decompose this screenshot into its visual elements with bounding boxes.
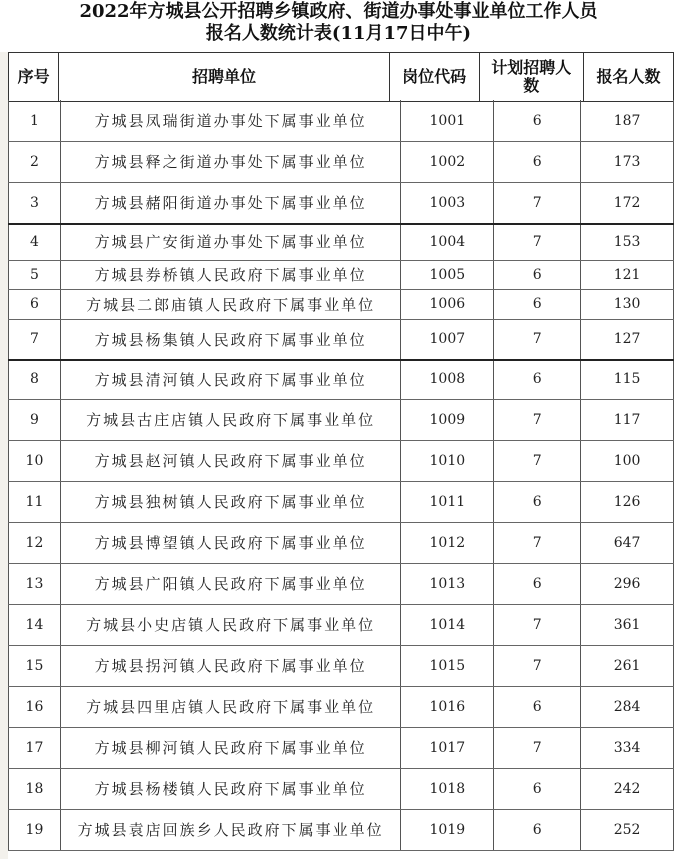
- cell-count: 334: [581, 727, 674, 768]
- table-row: [8, 100, 674, 141]
- cell-unit: 方城县赭阳街道办事处下属事业单位: [61, 182, 401, 223]
- cell-count: 130: [581, 289, 674, 319]
- cell-count: 127: [581, 319, 674, 359]
- cell-seq: 14: [8, 604, 61, 645]
- cell-plan: 6: [494, 481, 581, 522]
- header-count: 报名人数: [584, 53, 674, 101]
- table-header: [8, 52, 674, 102]
- cell-code: 1013: [401, 563, 494, 604]
- cell-seq: 15: [8, 645, 61, 686]
- title-line-1: 2022年方城县公开招聘乡镇政府、街道办事处事业单位工作人员: [79, 1, 598, 22]
- row-separator: [8, 645, 674, 646]
- row-separator: [8, 727, 674, 728]
- table-row: [8, 141, 674, 182]
- cell-code: 1014: [401, 604, 494, 645]
- cell-count: 117: [581, 399, 674, 440]
- cell-plan: 6: [494, 289, 581, 319]
- cell-code: 1006: [401, 289, 494, 319]
- table-row: [8, 727, 674, 768]
- cell-plan: 7: [494, 319, 581, 359]
- cell-unit: 方城县杨楼镇人民政府下属事业单位: [61, 768, 401, 809]
- cell-count: 115: [581, 359, 674, 399]
- table-row: [8, 522, 674, 563]
- cell-seq: 13: [8, 563, 61, 604]
- table-row: [8, 604, 674, 645]
- cell-seq: 8: [8, 359, 61, 399]
- cell-seq: 12: [8, 522, 61, 563]
- cell-code: 1002: [401, 141, 494, 182]
- cell-unit: 方城县拐河镇人民政府下属事业单位: [61, 645, 401, 686]
- cell-seq: 11: [8, 481, 61, 522]
- table-row: [8, 481, 674, 522]
- cell-code: 1015: [401, 645, 494, 686]
- cell-code: 1001: [401, 100, 494, 141]
- row-separator: [8, 359, 674, 361]
- cell-count: 252: [581, 809, 674, 850]
- table-row: [8, 319, 674, 359]
- cell-count: 100: [581, 440, 674, 481]
- cell-unit: 方城县券桥镇人民政府下属事业单位: [61, 260, 401, 289]
- cell-count: 296: [581, 563, 674, 604]
- row-separator: [8, 440, 674, 441]
- row-separator: [8, 850, 674, 851]
- cell-code: 1008: [401, 359, 494, 399]
- cell-plan: 6: [494, 686, 581, 727]
- cell-code: 1005: [401, 260, 494, 289]
- row-separator: [8, 809, 674, 810]
- header-plan: 计划招聘人数: [480, 53, 584, 101]
- cell-plan: 6: [494, 100, 581, 141]
- row-separator: [8, 260, 674, 261]
- cell-plan: 7: [494, 182, 581, 223]
- cell-unit: 方城县广阳镇人民政府下属事业单位: [61, 563, 401, 604]
- cell-count: 173: [581, 141, 674, 182]
- cell-count: 261: [581, 645, 674, 686]
- table-row: [8, 686, 674, 727]
- cell-seq: 10: [8, 440, 61, 481]
- row-separator: [8, 563, 674, 564]
- cell-count: 647: [581, 522, 674, 563]
- cell-seq: 3: [8, 182, 61, 223]
- row-separator: [8, 223, 674, 225]
- row-separator: [8, 522, 674, 523]
- cell-unit: 方城县古庄店镇人民政府下属事业单位: [61, 399, 401, 440]
- row-separator: [8, 481, 674, 482]
- table-row: [8, 182, 674, 223]
- cell-seq: 18: [8, 768, 61, 809]
- cell-unit: 方城县杨集镇人民政府下属事业单位: [61, 319, 401, 359]
- cell-seq: 4: [8, 223, 61, 260]
- cell-plan: 6: [494, 260, 581, 289]
- cell-plan: 6: [494, 563, 581, 604]
- cell-seq: 2: [8, 141, 61, 182]
- cell-seq: 1: [8, 100, 61, 141]
- table-row: [8, 289, 674, 319]
- cell-code: 1018: [401, 768, 494, 809]
- header-code: 岗位代码: [390, 53, 480, 101]
- cell-count: 187: [581, 100, 674, 141]
- cell-code: 1011: [401, 481, 494, 522]
- cell-plan: 7: [494, 399, 581, 440]
- cell-unit: 方城县袁店回族乡人民政府下属事业单位: [61, 809, 401, 850]
- cell-seq: 6: [8, 289, 61, 319]
- cell-unit: 方城县广安街道办事处下属事业单位: [61, 223, 401, 260]
- cell-code: 1017: [401, 727, 494, 768]
- cell-count: 172: [581, 182, 674, 223]
- cell-code: 1012: [401, 522, 494, 563]
- cell-code: 1010: [401, 440, 494, 481]
- table-row: [8, 645, 674, 686]
- cell-count: 242: [581, 768, 674, 809]
- row-separator: [8, 141, 674, 142]
- title-line-2: 报名人数统计表(11月17日中午): [205, 23, 472, 44]
- cell-unit: 方城县独树镇人民政府下属事业单位: [61, 481, 401, 522]
- cell-plan: 6: [494, 359, 581, 399]
- left-margin-strip: [0, 52, 8, 859]
- cell-plan: 7: [494, 645, 581, 686]
- cell-seq: 5: [8, 260, 61, 289]
- cell-count: 361: [581, 604, 674, 645]
- cell-plan: 7: [494, 604, 581, 645]
- table-row: [8, 223, 674, 260]
- cell-plan: 7: [494, 440, 581, 481]
- cell-seq: 7: [8, 319, 61, 359]
- cell-code: 1016: [401, 686, 494, 727]
- cell-unit: 方城县释之街道办事处下属事业单位: [61, 141, 401, 182]
- cell-code: 1007: [401, 319, 494, 359]
- cell-count: 284: [581, 686, 674, 727]
- document-title: [0, 0, 677, 44]
- row-separator: [8, 686, 674, 687]
- cell-count: 121: [581, 260, 674, 289]
- cell-unit: 方城县博望镇人民政府下属事业单位: [61, 522, 401, 563]
- cell-seq: 16: [8, 686, 61, 727]
- cell-unit: 方城县二郎庙镇人民政府下属事业单位: [61, 289, 401, 319]
- row-separator: [8, 182, 674, 183]
- table-row: [8, 563, 674, 604]
- cell-seq: 19: [8, 809, 61, 850]
- cell-code: 1004: [401, 223, 494, 260]
- table-row: [8, 260, 674, 289]
- row-separator: [8, 604, 674, 605]
- cell-seq: 17: [8, 727, 61, 768]
- cell-plan: 6: [494, 768, 581, 809]
- table-row: [8, 359, 674, 399]
- table-row: [8, 768, 674, 809]
- cell-code: 1019: [401, 809, 494, 850]
- cell-unit: 方城县柳河镇人民政府下属事业单位: [61, 727, 401, 768]
- row-separator: [8, 768, 674, 769]
- cell-plan: 7: [494, 522, 581, 563]
- cell-plan: 7: [494, 727, 581, 768]
- row-separator: [8, 399, 674, 400]
- cell-unit: 方城县四里店镇人民政府下属事业单位: [61, 686, 401, 727]
- table-row: [8, 440, 674, 481]
- cell-code: 1003: [401, 182, 494, 223]
- cell-unit: 方城县清河镇人民政府下属事业单位: [61, 359, 401, 399]
- header-unit: 招聘单位: [59, 53, 389, 101]
- cell-count: 126: [581, 481, 674, 522]
- cell-plan: 6: [494, 141, 581, 182]
- table-row: [8, 399, 674, 440]
- cell-plan: 7: [494, 223, 581, 260]
- cell-plan: 6: [494, 809, 581, 850]
- cell-seq: 9: [8, 399, 61, 440]
- header-seq: 序号: [8, 53, 59, 101]
- row-separator: [8, 289, 674, 290]
- row-separator: [8, 319, 674, 320]
- cell-unit: 方城县赵河镇人民政府下属事业单位: [61, 440, 401, 481]
- cell-unit: 方城县凤瑞街道办事处下属事业单位: [61, 100, 401, 141]
- table-row: [8, 809, 674, 850]
- cell-code: 1009: [401, 399, 494, 440]
- cell-count: 153: [581, 223, 674, 260]
- cell-unit: 方城县小史店镇人民政府下属事业单位: [61, 604, 401, 645]
